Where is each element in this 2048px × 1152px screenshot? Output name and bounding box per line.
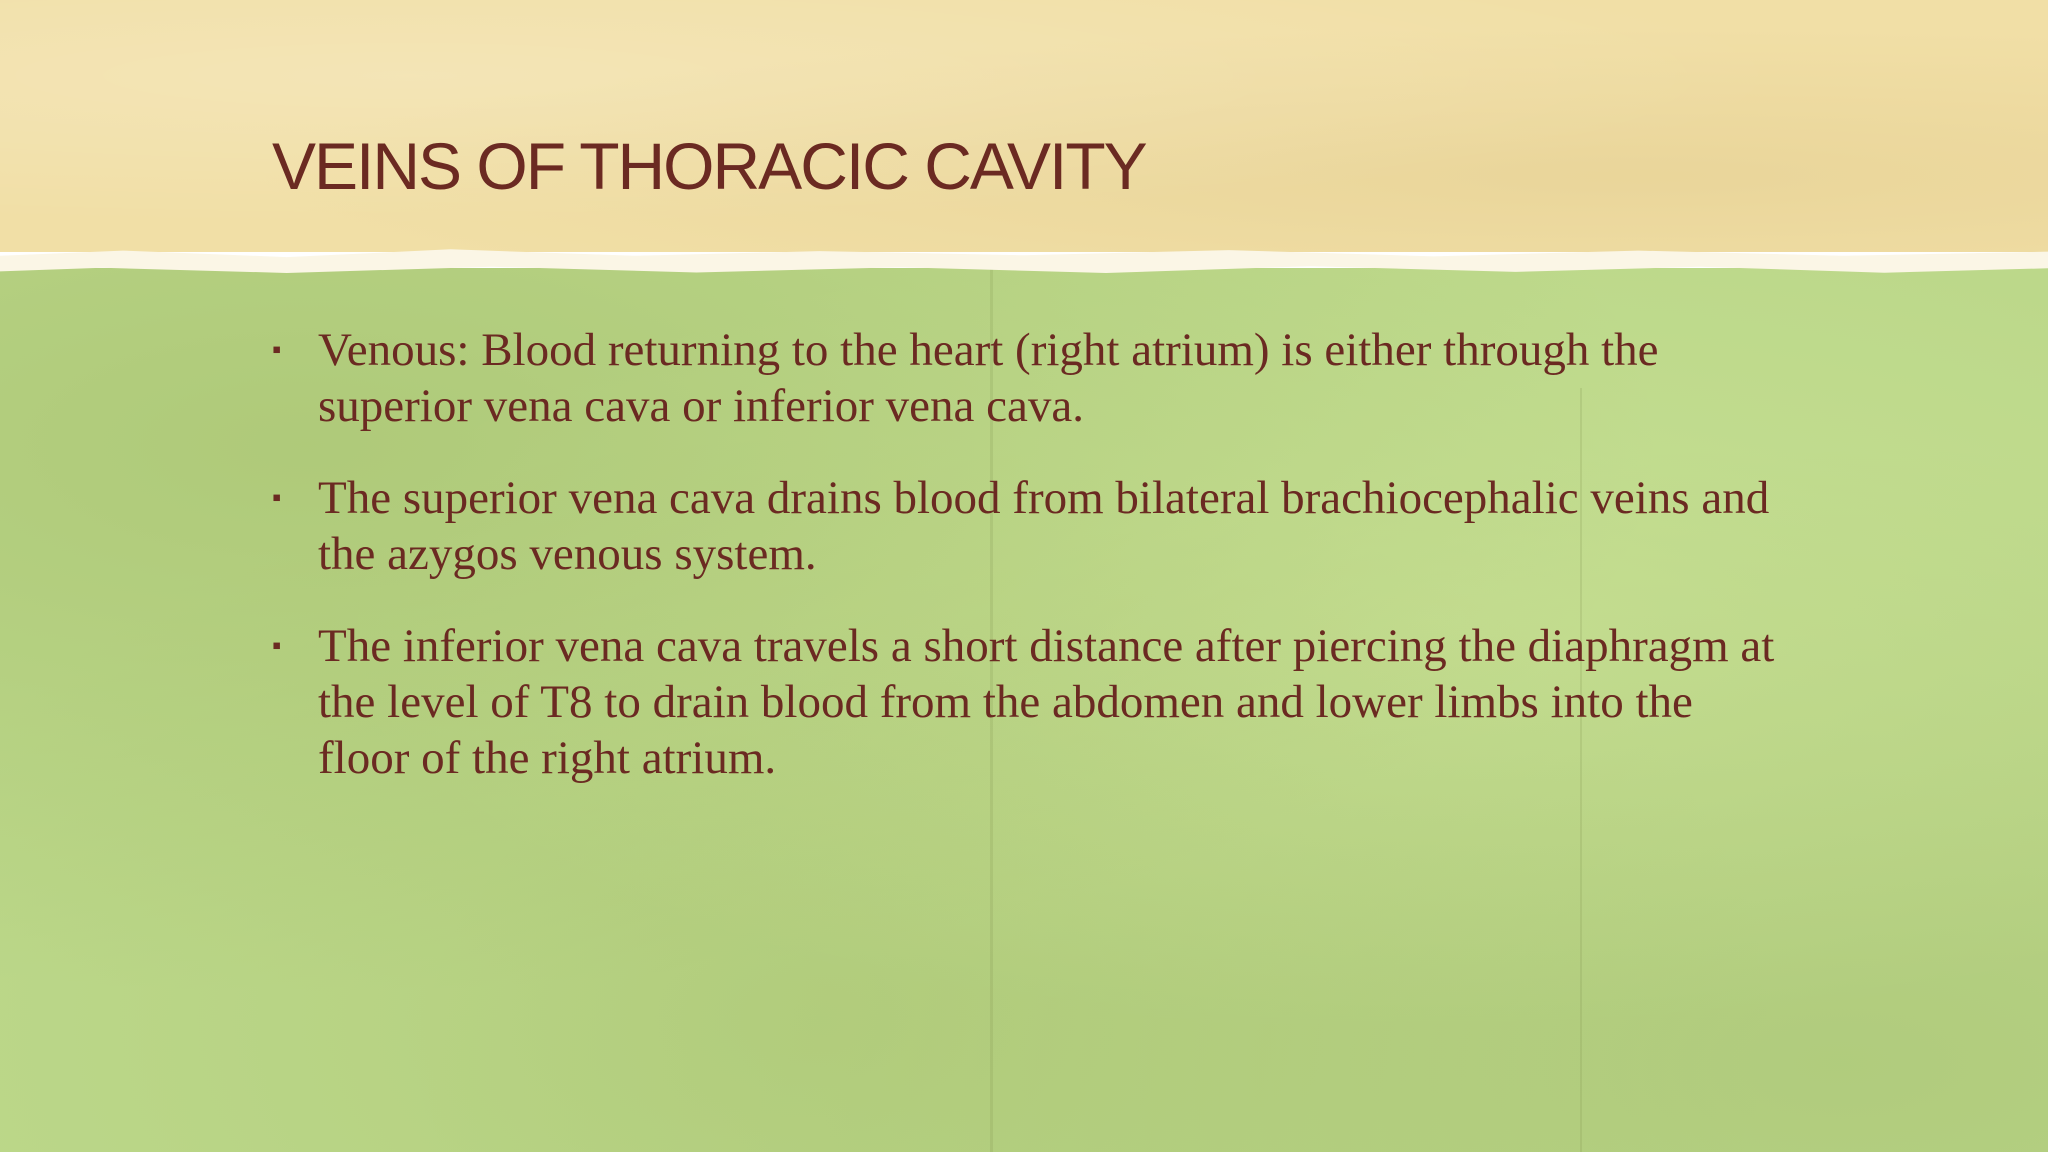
bullet-item — [272, 470, 1792, 582]
slide-title: VEINS OF THORACIC CAVITY — [272, 129, 1146, 203]
bullet-list — [272, 322, 1792, 822]
title-band — [0, 0, 2048, 252]
square-bullet-icon: ▪ — [272, 335, 282, 364]
bullet-item — [272, 322, 1792, 434]
square-bullet-icon: ▪ — [272, 631, 282, 660]
bullet-item — [272, 618, 1792, 786]
bullet-text: The superior vena cava drains blood from bilateral brachiocephalic veins and the azygos venous system. — [318, 472, 1770, 580]
bullet-text: The inferior vena cava travels a short distance after piercing the diaphragm at the level of T8 to drain blood from the abdomen and lower limbs into the floor of the right atrium. — [318, 620, 1775, 784]
bullet-text: Venous: Blood returning to the heart (right atrium) is either through the superior vena cava or inferior vena cava. — [318, 324, 1659, 432]
square-bullet-icon: ▪ — [272, 483, 282, 512]
